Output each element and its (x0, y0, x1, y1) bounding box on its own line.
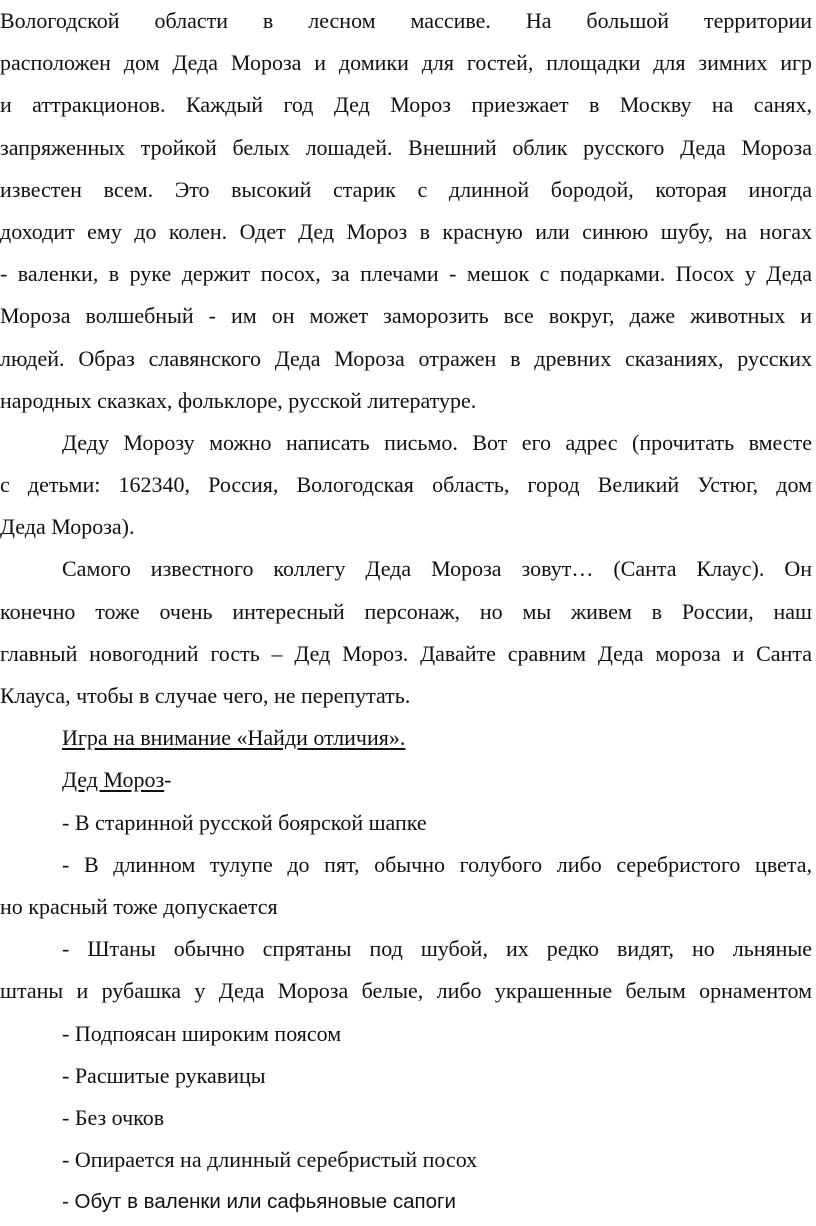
text-line: людей. Образ славянского Деда Мороза отражен в древних сказаниях, русских (0, 345, 812, 371)
text-line: народных сказках, фольклоре, русской литературе. (0, 387, 477, 413)
ded-moroz-heading-line (0, 759, 812, 801)
paragraph-santa (0, 548, 812, 717)
list-item: - Опирается на длинный серебристый посох (62, 1147, 478, 1173)
text-line: известен всем. Это высокий старик с длинной бородой, которая иногда (0, 176, 812, 202)
list-item: - Подпоясан широким поясом (62, 1020, 342, 1046)
text-line: доходит ему до колен. Одет Дед Мороз в красную или синюю шубу, на ногах (0, 218, 812, 244)
list-item: - В старинной русской боярской шапке (62, 809, 427, 835)
game-title-line (0, 717, 812, 759)
list-item: - Без очков (62, 1104, 165, 1130)
text-line: Клауса, чтобы в случае чего, не перепутать. (0, 683, 411, 708)
list-item: - Обут в валенки или сафьяновые сапоги (62, 1190, 456, 1214)
heading-dash: - (164, 767, 172, 793)
paragraph-residence (0, 0, 812, 422)
game-title: Игра на внимание «Найди отличия». (62, 725, 406, 751)
differences-list (0, 802, 812, 1224)
text-line: запряженных тройкой белых лошадей. Внешний облик русского Деда Мороза (0, 134, 812, 160)
text-line: Деду Морозу можно написать письмо. Вот его адрес (прочитать вместе (62, 429, 812, 455)
list-item: - Расшитые рукавицы (62, 1062, 266, 1088)
paragraph-address (0, 422, 812, 549)
list-item-continuation: штаны и рубашка у Деда Мороза белые, либо украшенные белым орнаментом (0, 978, 812, 1004)
text-line: конечно тоже очень интересный персонаж, но мы живем в России, наш (0, 598, 812, 624)
list-item: - В длинном тулупе до пят, обычно голубого либо серебристого цвета, (62, 851, 812, 877)
text-line: Деда Мороза). (0, 514, 135, 540)
text-line: расположен дом Деда Мороза и домики для гостей, площадки для зимних игр (0, 50, 812, 76)
text-line: Вологодской области в лесном массиве. На большой территории (0, 8, 812, 33)
list-item-continuation: но красный тоже допускается (0, 893, 278, 919)
text-line: и аттракционов. Каждый год Дед Мороз приезжает в Москву на санях, (0, 92, 812, 118)
ded-moroz-heading: Дед Мороз (62, 767, 165, 793)
text-line: с детьми: 162340, Россия, Вологодская область, город Великий Устюг, дом (0, 472, 812, 498)
text-line: Самого известного коллегу Деда Мороза зовут… (Санта Клаус). Он (62, 556, 812, 582)
list-item: - Штаны обычно спрятаны под шубой, их редко видят, но льняные (62, 936, 812, 962)
text-line: Мороза волшебный - им он может заморозить все вокруг, даже животных и (0, 303, 812, 329)
text-line: главный новогодний гость – Дед Мороз. Давайте сравним Деда мороза и Санта (0, 640, 812, 666)
text-line: - валенки, в руке держит посох, за плечами - мешок с подарками. Посох у Деда (0, 261, 812, 287)
